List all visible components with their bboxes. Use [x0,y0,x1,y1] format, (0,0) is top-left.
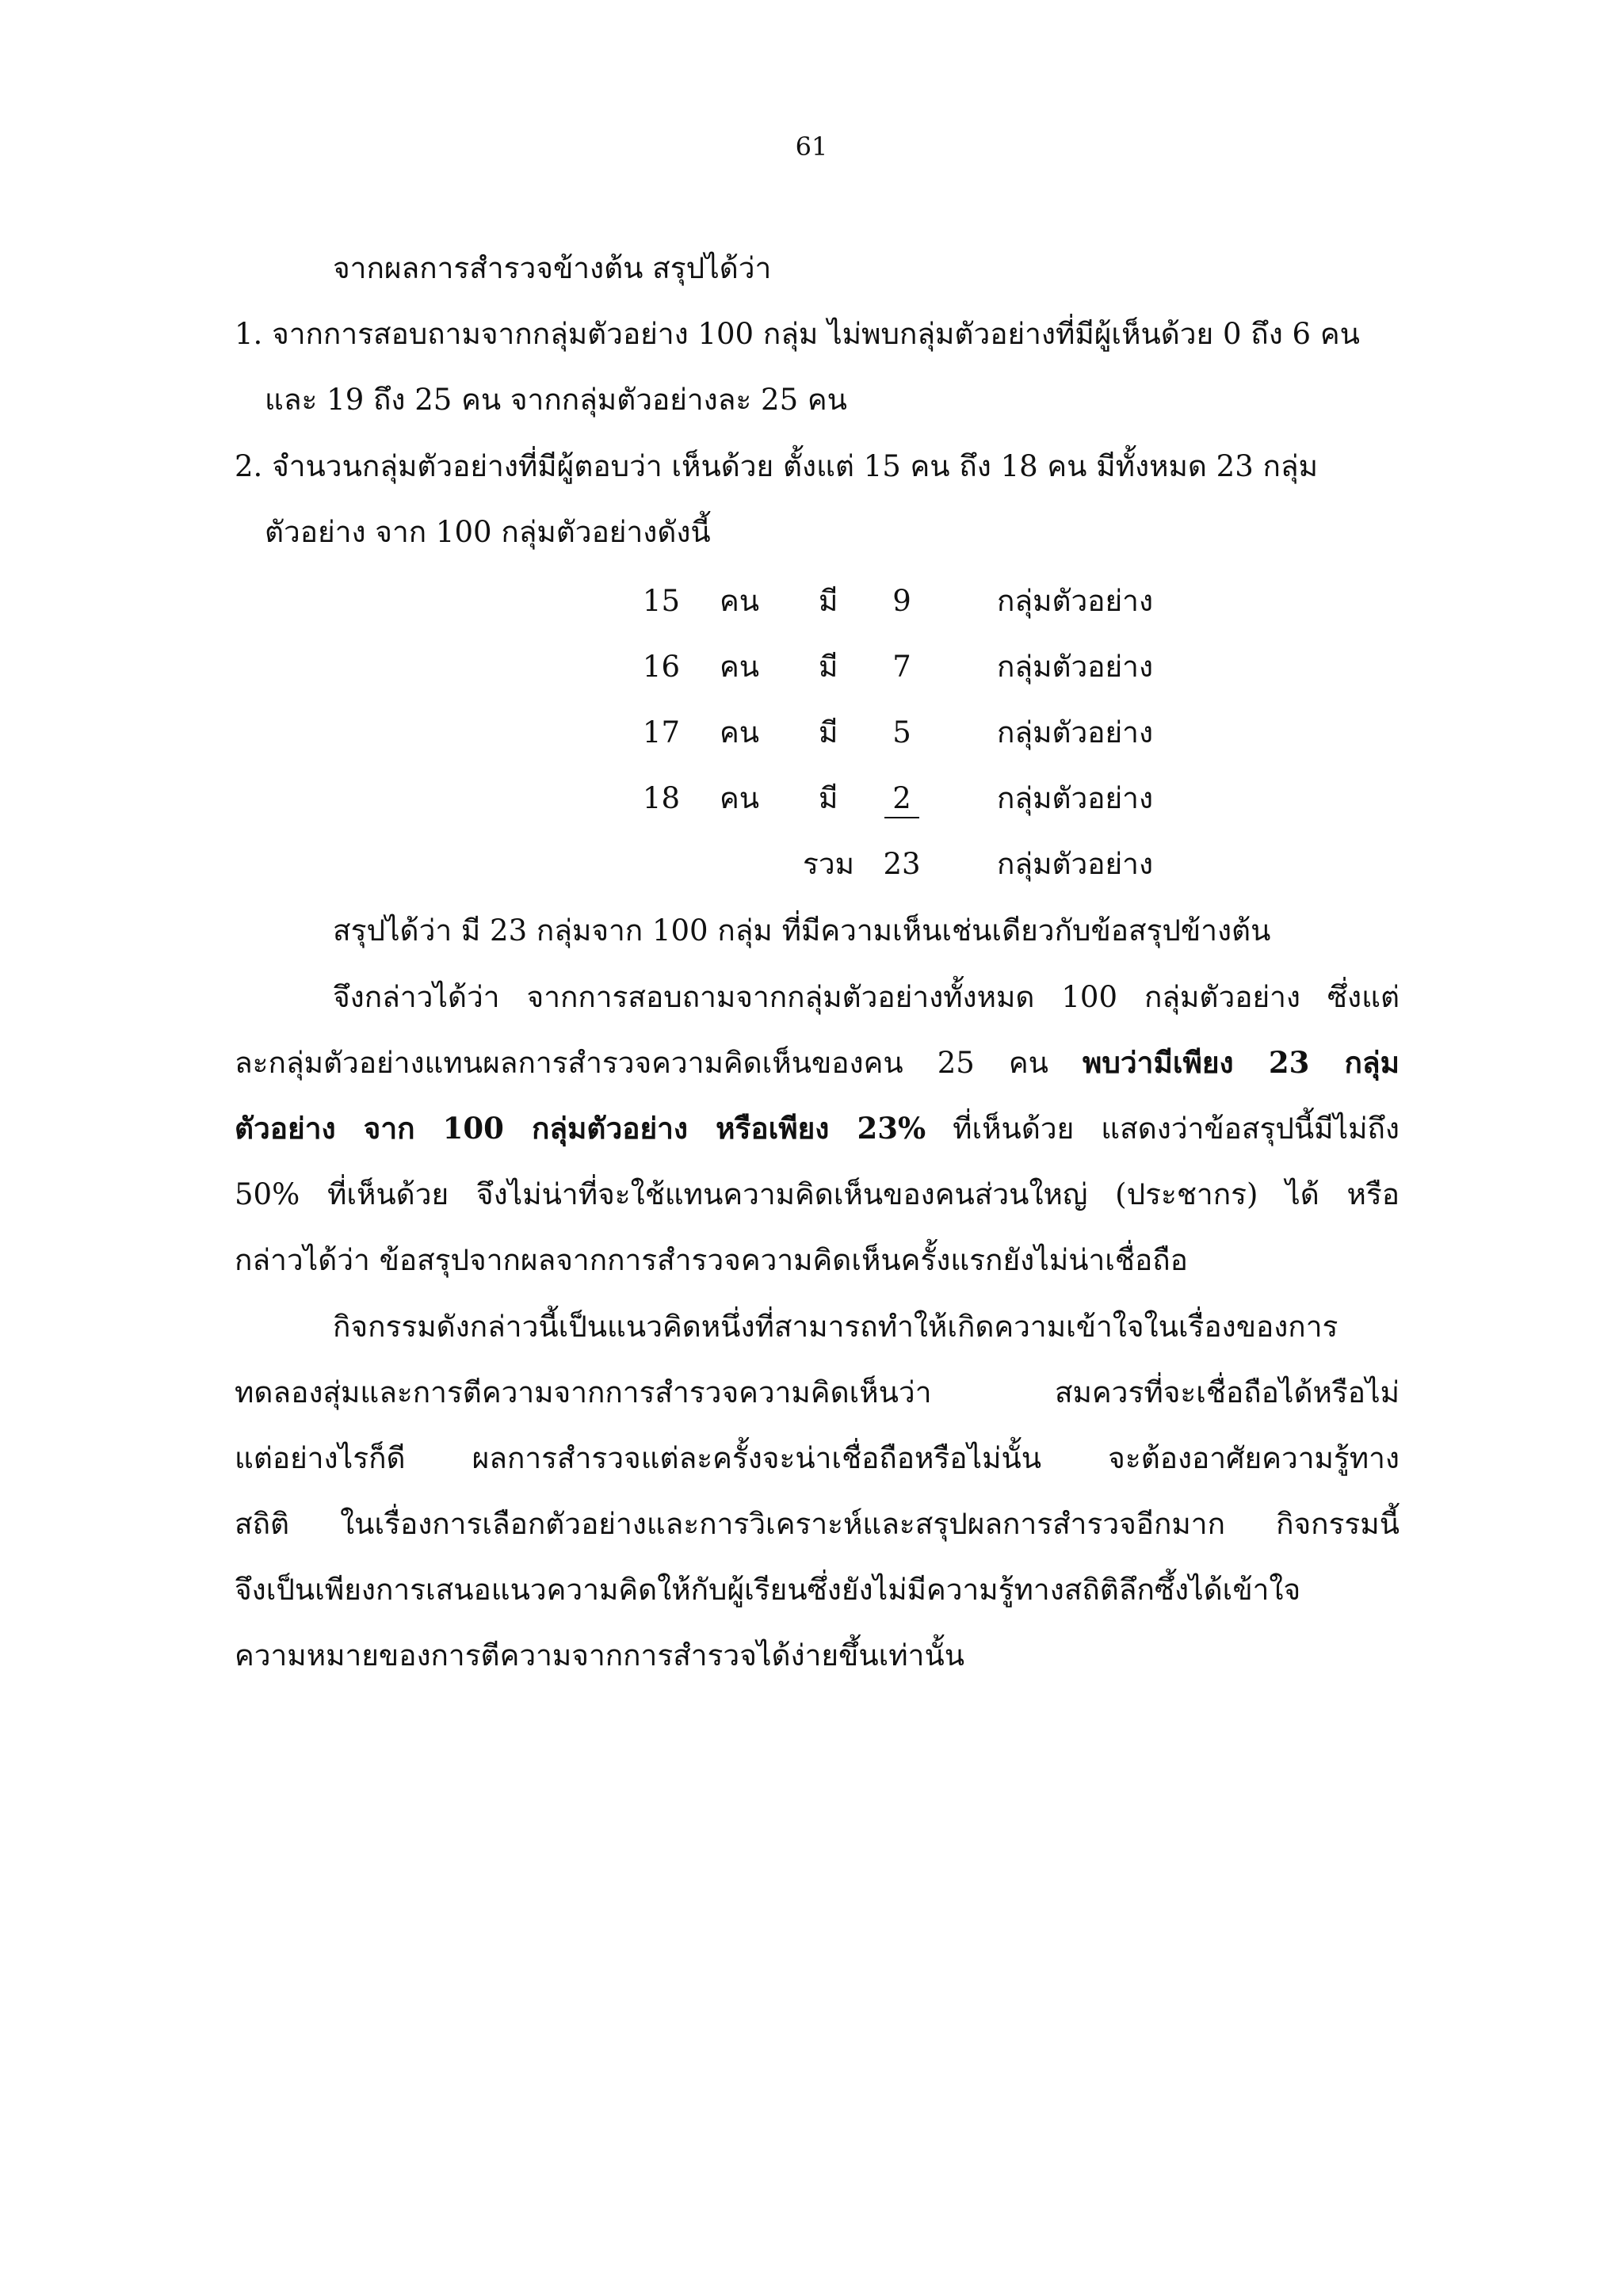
tally-has: มี [819,715,838,749]
intro-text: จากผลการสำรวจข้างต้น สรุปได้ว่า [333,251,772,285]
paragraph-1-line-2 [235,1045,1400,1080]
tally-group-label: กลุ่มตัวอย่าง [997,650,1154,684]
list-item-2-line-2: ตัวอย่าง จาก 100 กลุ่มตัวอย่างดังนี้ [265,515,711,549]
tally-group-label: กลุ่มตัวอย่าง [997,715,1154,749]
tally-groups: 2 [884,781,919,818]
paragraph-1-line-2-bold: พบว่ามีเพียง 23 กลุ่ม [1083,1045,1400,1080]
paragraph-1-line-3 [235,1111,1400,1146]
page-number: 61 [795,132,828,162]
list-item-1-line-2: และ 19 ถึง 25 คน จากกลุ่มตัวอย่างละ 25 คน [265,383,847,417]
tally-people: 16 [642,650,680,684]
paragraph-2-line-6: ความหมายของการตีความจากการสำรวจได้ง่ายขึ้นเท่านั้น [235,1638,965,1672]
tally-has: มี [819,650,838,684]
list-item-2-line-1: 2. จำนวนกลุ่มตัวอย่างที่มีผู้ตอบว่า เห็นด้วย ตั้งแต่ 15 คน ถึง 18 คน มีทั้งหมด 23 กลุ่ม [235,449,1318,483]
tally-total: 23 [883,847,921,881]
tally-unit: คน [720,781,760,815]
paragraph-1-line-2-text: ละกลุ่มตัวอย่างแทนผลการสำรวจความคิดเห็นของคน 25 คน [235,1046,1083,1080]
tally-groups: 7 [892,650,911,684]
tally-groups: 5 [892,715,911,749]
paragraph-2-line-3: แต่อย่างไรก็ดี ผลการสำรวจแต่ละครั้งจะน่าเชื่อถือหรือไม่นั้น จะต้องอาศัยความรู้ทาง [235,1441,1400,1475]
tally-group-label: กลุ่มตัวอย่าง [997,584,1154,618]
tally-unit: คน [720,715,760,749]
paragraph-1-line-1: จึงกล่าวได้ว่า จากการสอบถามจากกลุ่มตัวอย่างทั้งหมด 100 กลุ่มตัวอย่าง ซึ่งแต่ [333,980,1400,1014]
tally-total-label: รวม [803,847,855,881]
paragraph-1-line-5: กล่าวได้ว่า ข้อสรุปจากผลจากการสำรวจความคิดเห็นครั้งแรกยังไม่น่าเชื่อถือ [235,1243,1188,1277]
tally-has: มี [819,584,838,618]
list-item-1-line-1: 1. จากการสอบถามจากกลุ่มตัวอย่าง 100 กลุ่ม ไม่พบกลุ่มตัวอย่างที่มีผู้เห็นด้วย 0 ถึง 6 คน [235,317,1360,351]
tally-group-label: กลุ่มตัวอย่าง [997,781,1154,815]
summary-text: สรุปได้ว่า มี 23 กลุ่มจาก 100 กลุ่ม ที่มีความเห็นเช่นเดียวกับข้อสรุปข้างต้น [333,913,1271,948]
paragraph-1-line-3-text: ที่เห็นด้วย แสดงว่าข้อสรุปนี้มีไม่ถึง [926,1112,1400,1146]
paragraph-2-line-4: สถิติ ในเรื่องการเลือกตัวอย่างและการวิเคราะห์และสรุปผลการสำรวจอีกมาก กิจกรรมนี้ [235,1507,1400,1541]
paragraph-2-line-2: ทดลองสุ่มและการตีความจากการสำรวจความคิดเห็นว่า สมควรที่จะเชื่อถือได้หรือไม่ [235,1375,1400,1409]
paragraph-1-line-3-bold: ตัวอย่าง จาก 100 กลุ่มตัวอย่าง หรือเพียง 23% [235,1111,926,1146]
tally-people: 17 [642,715,680,749]
tally-people: 18 [642,781,680,815]
tally-has: มี [819,781,838,815]
tally-people: 15 [642,584,680,618]
tally-unit: คน [720,650,760,684]
paragraph-2-line-1: กิจกรรมดังกล่าวนี้เป็นแนวคิดหนึ่งที่สามารถทำให้เกิดความเข้าใจในเรื่องของการ [333,1310,1338,1344]
paragraph-1-line-4: 50% ที่เห็นด้วย จึงไม่น่าที่จะใช้แทนความคิดเห็นของคนส่วนใหญ่ (ประชากร) ได้ หรือ [235,1177,1400,1211]
tally-group-label: กลุ่มตัวอย่าง [997,847,1154,881]
tally-unit: คน [720,584,760,618]
paragraph-2-line-5: จึงเป็นเพียงการเสนอแนวความคิดให้กับผู้เรียนซึ่งยังไม่มีความรู้ทางสถิติลึกซึ้งได้เข้าใจ [235,1573,1301,1607]
tally-groups: 9 [892,584,911,618]
